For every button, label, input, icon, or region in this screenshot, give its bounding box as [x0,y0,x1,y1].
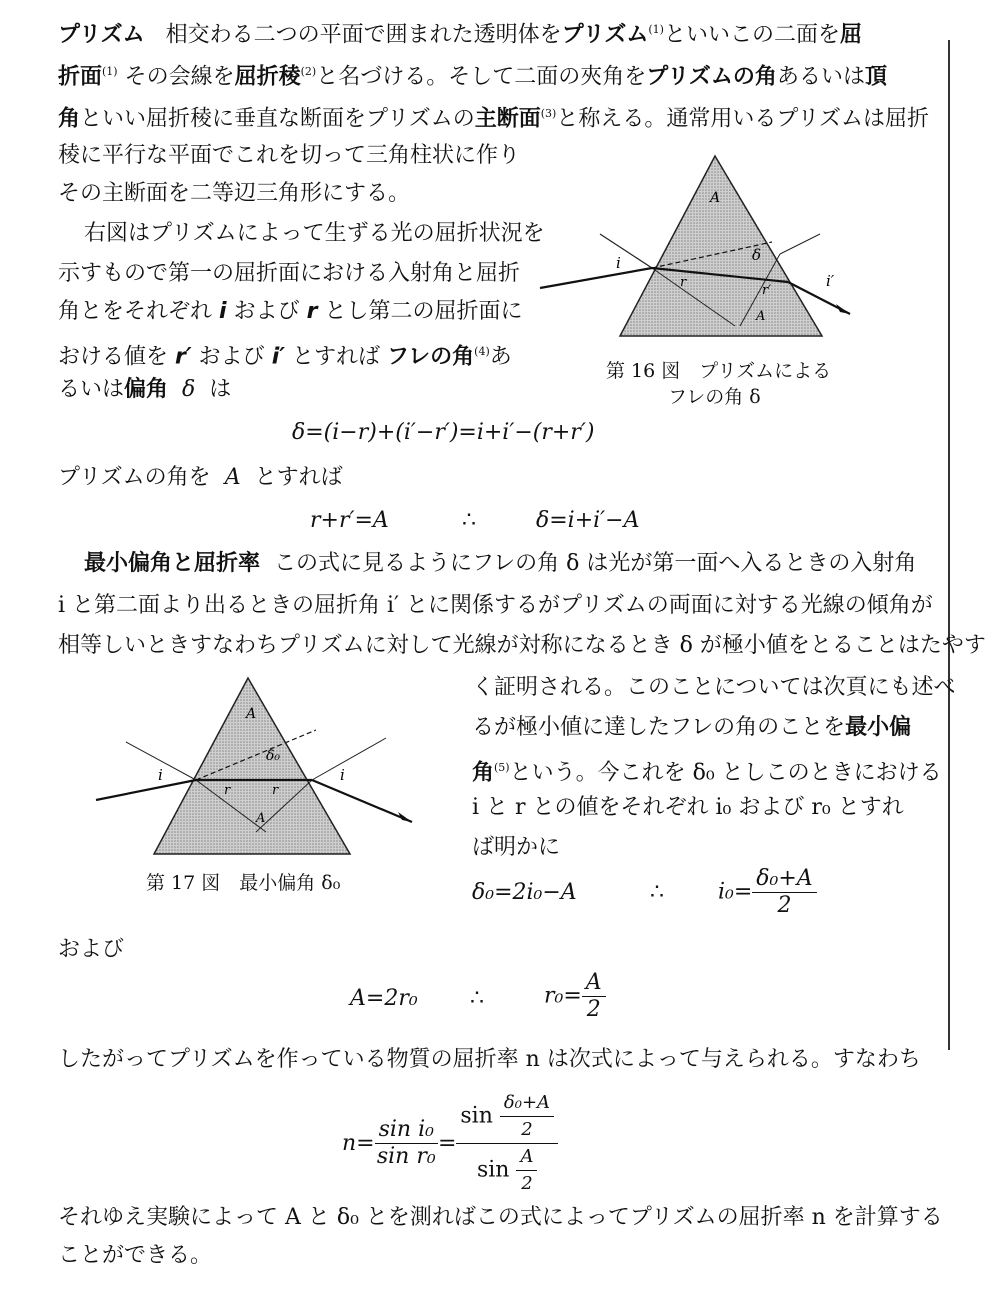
text: n= [342,1131,375,1156]
equation-5 [342,1090,558,1197]
para3-line6 [472,752,942,789]
text: と称える。通常用いるプリズムは屈折 [556,106,929,132]
numerator: δ₀+A [500,1090,554,1117]
line-refractive-index: したがってプリズムを作っている物質の屈折率 n は次式によって与えられる。すなわち [58,1047,921,1072]
symbol-r-prime: r′ [175,344,192,370]
para2-line5 [58,374,231,406]
fig17-caption: 第 17 図 最小偏角 δ₀ [146,872,341,894]
margin-rule [948,40,950,1050]
fraction-main [456,1090,558,1197]
para3-line1 [84,548,916,580]
footnote-ref: (5) [494,761,510,774]
label-r-prime: r′ [762,283,772,298]
para1-line2 [58,56,887,93]
footnote-ref: (4) [474,345,490,358]
denominator: 2 [586,997,601,1022]
footnote-ref: (1) [648,23,664,36]
equation-2-right: δ=i+i′−A [536,508,640,533]
fraction-inner [516,1144,537,1197]
prism-triangle [154,678,350,854]
text: とすれば [254,465,343,490]
text: および [233,299,300,324]
label-i-prime: i′ [826,272,835,290]
sin: sin [460,1103,493,1129]
para1-line4: 稜に平行な平面でこれを切って三角柱状に作り [58,143,521,168]
therefore-symbol: ∴ [470,986,484,1011]
fraction [582,970,606,1023]
para3-line3: 相等しいときすなわちプリズムに対して光線が対称になるとき δ が極小値をとることはたやす [58,633,986,658]
text: は [209,377,232,402]
normal-line [780,234,820,254]
label-A: A [246,706,257,722]
normal-line [312,738,386,780]
final-line1: それゆえ実験によって A と δ₀ とを測ればこの式によってプリズムの屈折率 n を計算する [58,1205,943,1230]
para1-line5: その主断面を二等辺三角形にする。 [58,181,411,206]
text: 角 [58,106,81,132]
term-prism-angle: プリズムの角 [646,64,777,90]
sin: sin [476,1157,510,1183]
label-i: i [616,254,621,272]
para2-line2: 示すもので第一の屈折面における入射角と屈折 [58,261,521,286]
numerator: A [516,1144,537,1171]
equation-1: δ=(i−r)+(i′−r′)=i+i′−(r+r′) [292,420,595,445]
symbol-i-prime: i′ [271,344,286,370]
numerator [456,1090,558,1144]
label-r: r [680,275,687,290]
para3-line7: i と r との値をそれぞれ i₀ および r₀ とすれ [472,795,904,820]
label-A: A [710,190,721,206]
symbol-i: i [219,299,227,324]
denominator: sin r₀ [376,1144,436,1169]
text: るいは [58,377,125,402]
term-refracting-face: 折面 [58,64,103,90]
label-delta: δ [752,246,762,264]
text: あ [489,344,512,370]
label-i-exit: i [340,766,345,784]
para3-line2: i と第二面より出るときの屈折角 i′ とに関係するがプリズムの両面に対する光線の傾角が [58,593,933,618]
term-prism: プリズム [561,22,649,48]
denominator: 2 [777,893,792,918]
prism-triangle [620,156,822,336]
text: r₀= [544,983,582,1009]
text: あるいは [776,64,865,90]
footnote-ref: (3) [540,107,557,120]
heading-min-deviation: 最小偏角と屈折率 [84,551,261,576]
symbol-r: r [306,299,318,324]
incident-ray [96,780,196,800]
para2-line1: 右図はプリズムによって生ずる光の屈折状況を [84,221,545,246]
fraction-sin [375,1117,438,1170]
para2-line3 [58,296,522,328]
term-principal-section: 主断面 [474,106,541,132]
therefore-symbol: ∴ [650,880,664,905]
text: とし第二の屈折面に [324,299,523,324]
numerator: δ₀+A [752,866,816,893]
text: とすれば [292,344,381,370]
label-delta0: δ₀ [266,748,281,764]
figure-17 [96,672,426,862]
text: プリズムの角を [58,465,211,490]
para1-line1 [58,14,862,51]
line-prism-angle [58,462,343,494]
text: および [198,344,265,370]
text: るが極小値に達したフレの角のことを [472,715,846,740]
final-line2: ことができる。 [58,1243,213,1268]
text: おける値を [58,344,169,370]
label-r: r [224,783,231,798]
text: = [437,1131,457,1156]
label-A-inner: A [756,309,766,324]
heading-prism: プリズム [58,22,145,48]
term-deviation-angle: 偏角 [124,377,169,402]
normal-line [600,234,652,268]
therefore-symbol: ∴ [462,508,476,533]
para1-line3 [58,98,929,135]
text: 角 [472,760,495,786]
text: 屈 [839,22,862,48]
text: この式に見るようにフレの角 δ は光が第一面へ入るときの入射角 [274,551,917,576]
para3-line8: ば明かに [472,835,561,860]
footnote-ref: (1) [102,65,118,78]
denominator: 2 [521,1119,533,1140]
label-A-inner: A [256,811,266,826]
numerator: A [582,970,606,997]
text: といいこの二面を [663,22,840,48]
text: 頂 [864,64,887,90]
equation-3-left: δ₀=2i₀−A [472,880,577,905]
equation-4-left: A=2r₀ [350,986,418,1011]
term-refracting-edge: 屈折稜 [234,64,301,90]
fig16-caption1: 第 16 図 プリズムによる [606,360,832,382]
symbol-delta: δ [182,377,196,402]
text: と名づける。そして二面の夾角を [316,64,647,90]
text: といい屈折稜に垂直な断面をプリズムの [80,106,475,132]
fraction [752,866,816,919]
fraction-inner [500,1090,554,1143]
footnote-ref: (2) [300,65,317,78]
label-i: i [158,766,163,784]
equation-3-right [718,866,817,919]
para3-line4: く証明される。このことについては次頁にも述べ [472,675,956,700]
term-min-deviation: 最小偏 [845,715,912,740]
para2-line4 [58,336,512,373]
symbol-A: A [224,465,241,490]
denominator [456,1144,558,1197]
text: 相交わる二つの平面で囲まれた透明体を [165,22,562,48]
equation-4-right [544,970,606,1023]
fig16-caption2: フレの角 δ [668,386,761,408]
text: という。今これを δ₀ としこのときにおける [509,760,942,786]
label-r-exit: r [272,783,279,798]
text: その会線を [124,64,235,90]
text: i₀= [718,879,753,905]
line-oyobi: および [58,937,125,962]
numerator: sin i₀ [375,1117,438,1144]
term-deviation: フレの角 [387,344,475,370]
para3-line5 [472,712,911,744]
denominator: 2 [521,1173,533,1194]
incident-ray [540,268,652,288]
equation-2-left: r+r′=A [310,508,389,533]
text: 角とをそれぞれ [58,299,213,324]
figure-16 [540,150,860,350]
